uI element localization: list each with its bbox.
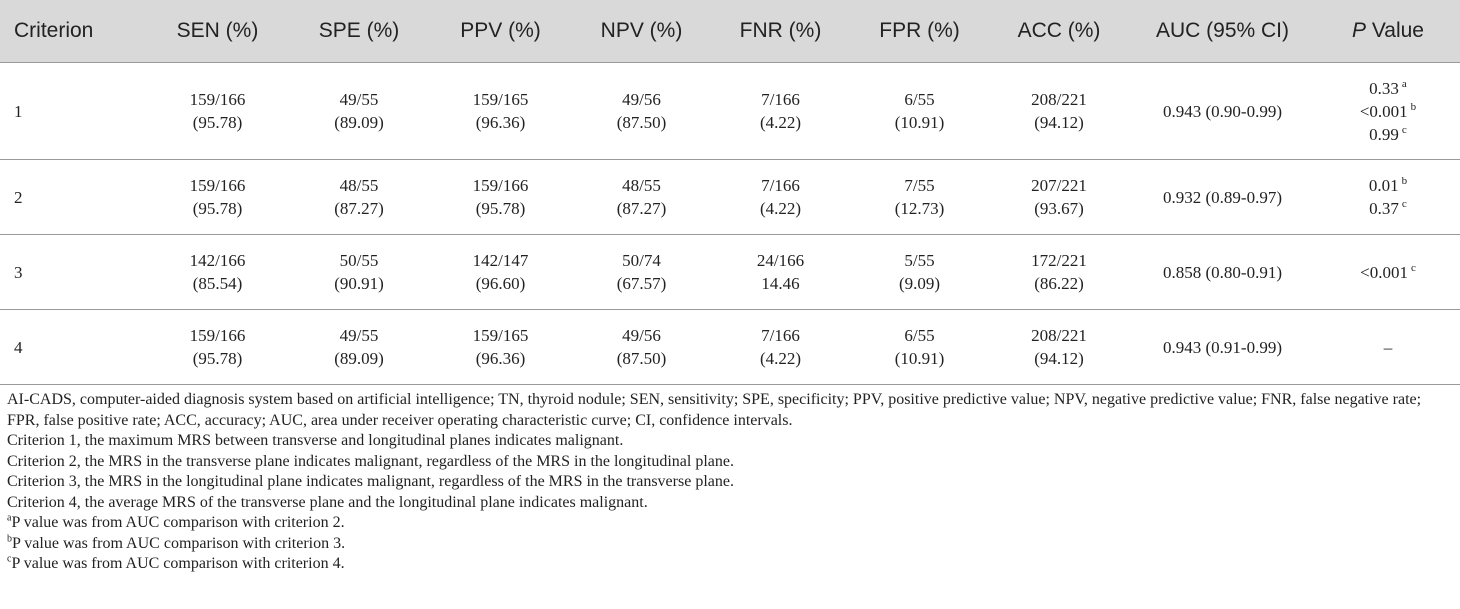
cell-sen-line: 159/166 [189,176,246,195]
cell-npv-line: (87.27) [616,199,667,218]
cell-fnr-line: (4.22) [759,113,802,132]
cell-auc: 0.943 (0.91-0.99) [1129,310,1316,385]
cell-acc-line: 208/221 [1031,90,1087,109]
table-notes [0,385,1460,575]
header-spe: SPE (%) [289,0,429,63]
cell-acc-line: (93.67) [1034,199,1084,218]
header-npv: NPV (%) [572,0,711,63]
cell-criterion: 4 [0,310,146,385]
cell-fpr-line: (10.91) [894,113,945,132]
cell-fnr [711,310,850,385]
cell-npv [572,235,711,310]
p-value-footnote-mark: c [1401,198,1407,211]
cell-ppv-line: 142/147 [472,251,529,270]
cell-ppv-line: (96.36) [475,113,526,132]
table-row [0,235,1460,310]
cell-criterion: 1 [0,63,146,160]
cell-acc [989,235,1129,310]
cell-npv [572,310,711,385]
p-value-footnote-mark: b [1401,175,1408,188]
cell-criterion: 2 [0,160,146,235]
cell-ppv-line: 159/166 [472,176,529,195]
cell-acc [989,160,1129,235]
header-ppv: PPV (%) [429,0,572,63]
cell-spe-line: (90.91) [334,274,384,293]
cell-npv-line: (67.57) [616,274,667,293]
cell-fpr-line: (12.73) [894,199,945,218]
note-criterion-4: Criterion 4, the average MRS of the transverse plane and the longitudinal plane indicates malignant. [7,493,648,511]
cell-npv [572,63,711,160]
cell-spe-line: 48/55 [339,176,379,195]
cell-fpr [850,310,989,385]
cell-acc-line: 208/221 [1031,326,1087,345]
cell-fnr-line: 14.46 [761,274,800,293]
cell-npv-line: 49/56 [622,90,661,109]
cell-npv-line: (87.50) [616,113,667,132]
cell-ppv-line: 159/165 [472,326,529,345]
cell-auc: 0.932 (0.89-0.97) [1129,160,1316,235]
cell-fnr-line: 7/166 [761,326,800,345]
p-value: <0.001 [1360,262,1408,282]
table-row [0,310,1460,385]
cell-npv-line: 49/56 [622,326,661,345]
p-value-line [1316,197,1460,220]
cell-fnr [711,63,850,160]
cell-fnr-line: 7/166 [761,90,800,109]
p-value: 0.33 [1369,78,1399,98]
cell-spe [289,235,429,310]
cell-criterion: 3 [0,235,146,310]
cell-sen [146,63,289,160]
cell-npv-line: 48/55 [622,176,661,195]
cell-auc: 0.858 (0.80-0.91) [1129,235,1316,310]
p-value: – [1383,337,1393,357]
cell-spe [289,310,429,385]
cell-acc [989,63,1129,160]
header-auc: AUC (95% CI) [1129,0,1316,63]
footnote-a-mark: a [7,512,12,524]
cell-p-value [1316,63,1460,160]
header-p-rest: Value [1366,19,1424,42]
footnote-a [7,513,1452,534]
cell-sen-line: (95.78) [192,349,243,368]
header-fpr: FPR (%) [850,0,989,63]
p-value-footnote-mark: c [1401,123,1407,136]
cell-npv-line: 50/74 [622,251,661,270]
cell-spe-line: 49/55 [339,90,379,109]
header-fnr: FNR (%) [711,0,850,63]
cell-ppv [429,160,572,235]
cell-npv [572,160,711,235]
p-value: <0.001 [1359,101,1408,121]
table-row [0,160,1460,235]
note-abbreviations: AI-CADS, computer-aided diagnosis system based on artificial intelligence; TN, thyroid nodule; SEN, sensitivity; SPE, specificity; PPV, positive predictive value; NPV, negative predictive value; FNR, false negative rate; FPR, false positive rate; ACC, accuracy; AUC, area under receiver operating characteristic curve; CI, confidence intervals. [7,391,1422,429]
cell-acc-line: (94.12) [1034,113,1084,132]
p-value: 0.01 [1368,176,1399,195]
cell-spe-line: (89.09) [334,349,384,368]
cell-acc-line: 207/221 [1031,176,1087,195]
cell-spe [289,160,429,235]
p-value-line [1316,174,1460,197]
p-value-line [1316,77,1460,100]
cell-sen [146,235,289,310]
cell-p-value [1316,160,1460,235]
header-acc: ACC (%) [989,0,1129,63]
cell-fpr-line: 6/55 [904,326,935,345]
cell-acc [989,310,1129,385]
cell-ppv-line: (96.36) [475,349,526,368]
cell-fnr [711,235,850,310]
cell-acc-line: (86.22) [1034,274,1084,293]
cell-ppv [429,235,572,310]
cell-fnr-line: (4.22) [759,349,802,368]
footnote-b [7,534,1452,555]
cell-fnr-line: 7/166 [761,176,800,195]
cell-spe-line: 49/55 [339,326,379,345]
cell-acc-line: 172/221 [1031,251,1087,270]
cell-ppv [429,63,572,160]
cell-spe-line: 50/55 [339,251,379,270]
cell-spe [289,63,429,160]
p-value-footnote-mark: b [1410,100,1417,113]
p-value-line [1316,123,1460,146]
cell-sen [146,310,289,385]
cell-p-value [1316,235,1460,310]
cell-sen-line: (95.78) [192,113,243,132]
cell-p-value [1316,310,1460,385]
cell-sen-line: 142/166 [189,251,246,270]
cell-acc-line: (94.12) [1034,349,1084,368]
p-value-line [1316,100,1460,123]
header-sen: SEN (%) [146,0,289,63]
cell-fnr-line: 24/166 [756,251,805,270]
p-value: 0.99 [1369,124,1399,144]
footnote-a-text: P value was from AUC comparison with criterion 2. [11,514,345,531]
cell-sen-line: 159/166 [189,90,246,109]
header-p-italic: P [1351,19,1366,42]
footnote-b-text: P value was from AUC comparison with criterion 3. [12,534,346,552]
cell-sen [146,160,289,235]
cell-fpr-line: 5/55 [904,251,935,270]
p-value-line [1316,261,1460,284]
cell-sen-line: (85.54) [192,274,243,293]
cell-auc: 0.943 (0.90-0.99) [1129,63,1316,160]
cell-spe-line: (89.09) [334,113,384,132]
cell-spe-line: (87.27) [334,199,384,218]
cell-fpr-line: (9.09) [898,274,941,293]
p-value-footnote-mark: a [1401,77,1407,90]
note-criterion-3: Criterion 3, the MRS in the longitudinal plane indicates malignant, regardless of the MRS in the transverse plane. [7,473,734,490]
footnote-c [7,554,1452,575]
cell-fpr-line: (10.91) [894,349,945,368]
cell-sen-line: 159/166 [189,326,246,345]
cell-fpr-line: 7/55 [904,176,935,195]
header-criterion: Criterion [0,0,146,63]
footnote-c-mark: c [7,553,12,565]
cell-ppv [429,310,572,385]
cell-ppv-line: (95.78) [475,199,526,218]
footnote-c-text: P value was from AUC comparison with criterion 4. [11,555,345,572]
header-p-value [1316,0,1460,63]
cell-fnr-line: (4.22) [759,199,802,218]
cell-ppv-line: (96.60) [475,274,526,293]
header-row [0,0,1460,63]
cell-fpr-line: 6/55 [904,90,935,109]
cell-npv-line: (87.50) [616,349,667,368]
cell-fpr [850,235,989,310]
cell-ppv-line: 159/165 [472,90,529,109]
table-row [0,63,1460,160]
p-value-line [1316,336,1460,359]
p-value-footnote-mark: c [1410,261,1416,274]
p-value: 0.37 [1369,199,1399,218]
cell-fpr [850,160,989,235]
footnote-b-mark: b [7,533,12,545]
note-criterion-1: Criterion 1, the maximum MRS between transverse and longitudinal planes indicates malignant. [7,432,624,449]
note-criterion-2: Criterion 2, the MRS in the transverse plane indicates malignant, regardless of the MRS in the longitudinal plane. [7,452,734,470]
cell-fnr [711,160,850,235]
cell-fpr [850,63,989,160]
cell-sen-line: (95.78) [192,199,243,218]
